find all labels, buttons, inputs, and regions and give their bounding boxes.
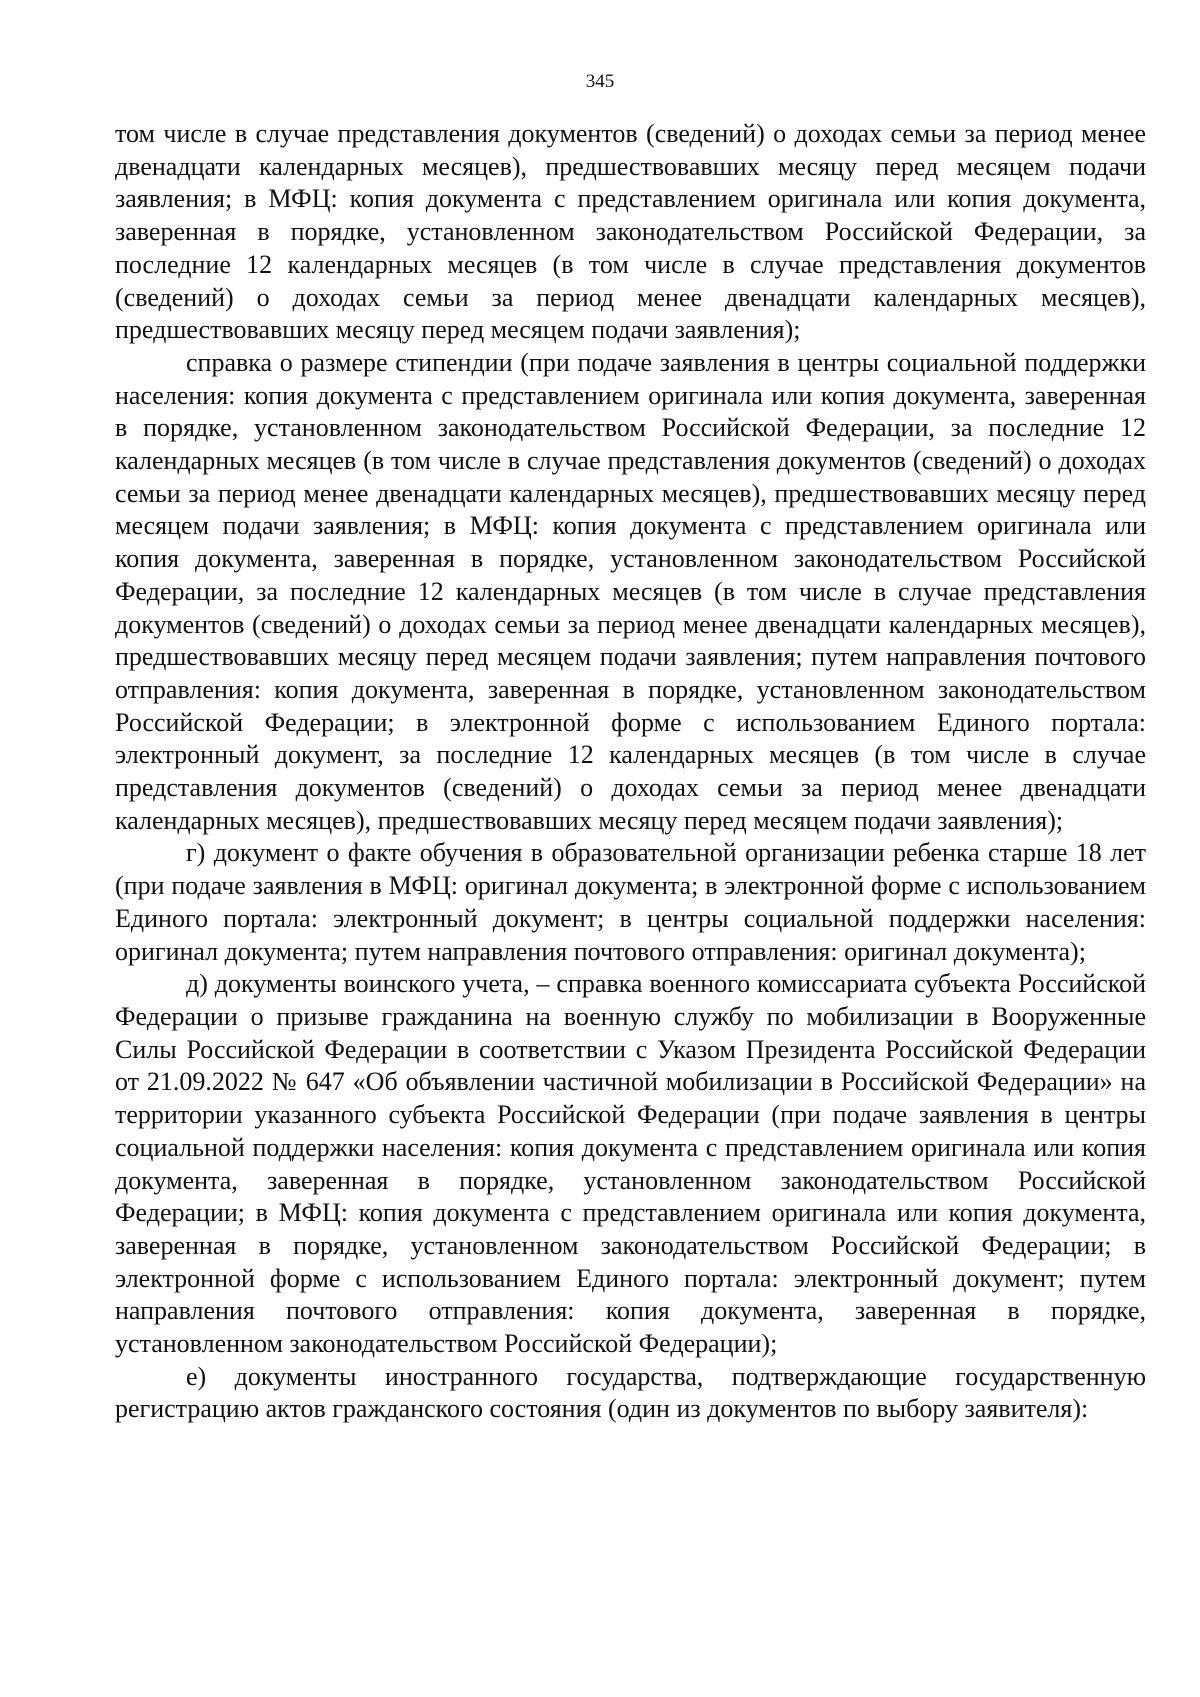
document-body <box>115 118 1146 1426</box>
paragraph-item-d: д) документы воинского учета, – справка военного комиссариата субъекта Российской Федерации о призыве гражданина на военную службу по мобилизации в Вооруженные Силы Российской Федерации в соответствии с Указом Президента Российской Федерации от 21.09.2022 № 647 «Об объявлении частичной мобилизации в Российской Федерации» на территории указанного субъекта Российской Федерации (при подаче заявления в центры социальной поддержки населения: копия документа с представлением оригинала или копия документа, заверенная в порядке, установленном законодательством Российской Федерации; в МФЦ: копия документа с представлением оригинала или копия документа, заверенная в порядке, установленном законодательством Российской Федерации; в электронной форме с использованием Единого портала: электронный документ; путем направления почтового отправления: копия документа, заверенная в порядке, установленном законодательством Российской Федерации); <box>115 969 1146 1359</box>
page-number: 345 <box>585 71 615 92</box>
paragraph-continuation: том числе в случае представления документов (сведений) о доходах семьи за период менее двенадцати календарных месяцев), предшествовавших месяцу перед месяцем подачи заявления; в МФЦ: копия документа с представлением оригинала или копия документа, заверенная в порядке, установленном законодательством Российской Федерации, за последние 12 календарных месяцев (в том числе в случае представления документов (сведений) о доходах семьи за период менее двенадцати календарных месяцев), предшествовавших месяцу перед месяцем подачи заявления); <box>115 119 1146 345</box>
paragraph-item-g: г) документ о факте обучения в образовательной организации ребенка старше 18 лет (при подаче заявления в МФЦ: оригинал документа; в электронной форме с использованием Единого портала: электронный документ; в центры социальной поддержки населения: оригинал документа; путем направления почтового отправления: оригинал документа); <box>115 838 1146 966</box>
paragraph-item-e: е) документы иностранного государства, подтверждающие государственную регистрацию актов гражданского состояния (один из документов по выбору заявителя): <box>115 1361 1146 1424</box>
paragraph-stipend-certificate: справка о размере стипендии (при подаче заявления в центры социальной поддержки населения: копия документа с представлением оригинала или копия документа, заверенная в порядке, установленном законодательством Российской Федерации, за последние 12 календарных месяцев (в том числе в случае представления документов (сведений) о доходах семьи за период менее двенадцати календарных месяцев), предшествовавших месяцу перед месяцем подачи заявления; в МФЦ: копия документа с представлением оригинала или копия документа, заверенная в порядке, установленном законодательством Российской Федерации, за последние 12 календарных месяцев (в том числе в случае представления документов (сведений) о доходах семьи за период менее двенадцати календарных месяцев), предшествовавших месяцу перед месяцем подачи заявления; путем направления почтового отправления: копия документа, заверенная в порядке, установленном законодательством Российской Федерации; в электронной форме с использованием Единого портала: электронный документ, за последние 12 календарных месяцев (в том числе в случае представления документов (сведений) о доходах семьи за период менее двенадцати календарных месяцев), предшествовавших месяцу перед месяцем подачи заявления); <box>115 347 1146 835</box>
